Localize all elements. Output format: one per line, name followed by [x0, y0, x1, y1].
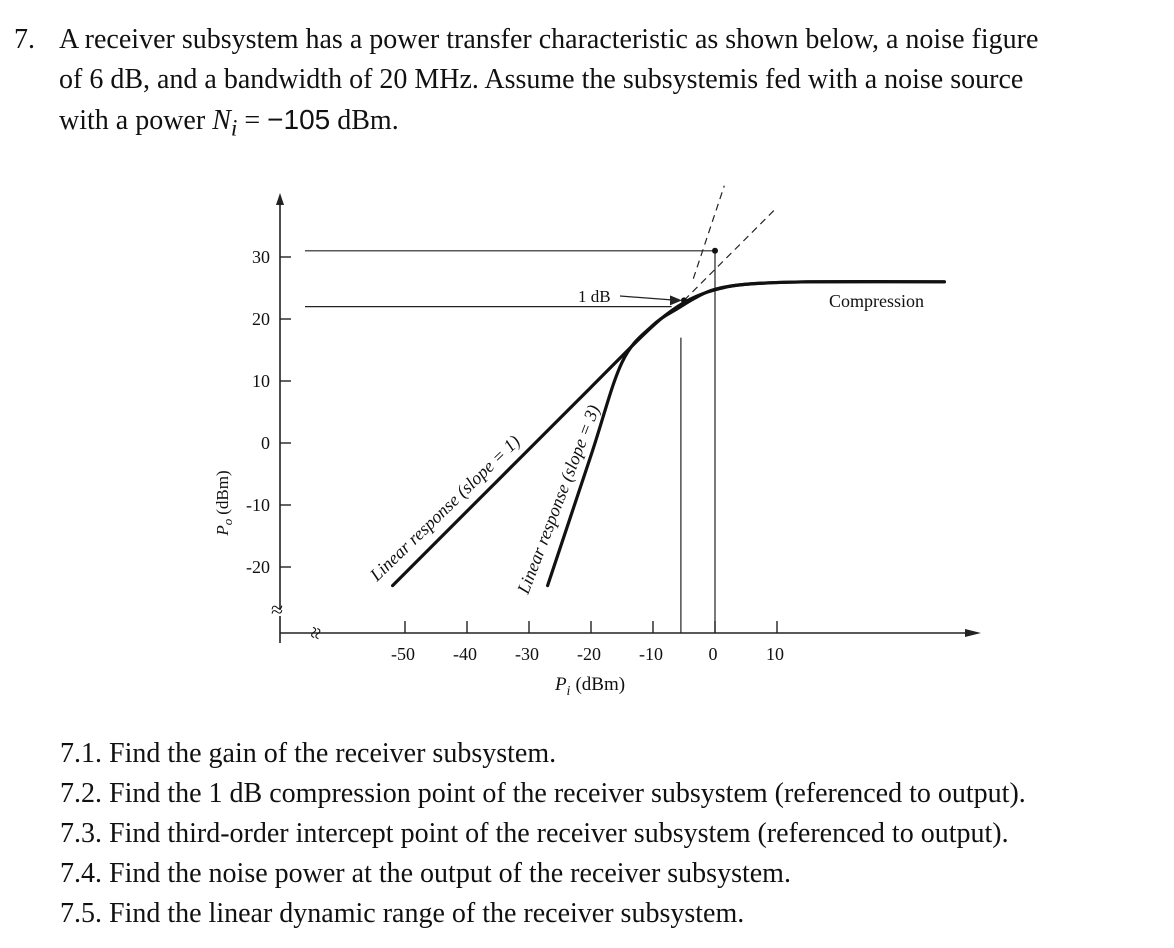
y-tick-label: 10: [252, 371, 270, 391]
linear-response-slope-1-label: Linear response (slope = 1): [365, 431, 524, 585]
x-tick-label: 10: [766, 644, 784, 664]
y-axis-break-mark: ≈: [270, 597, 284, 622]
intercept-markers: [620, 248, 718, 306]
power-transfer-figure: [195, 185, 995, 705]
response-curves: [393, 282, 945, 586]
y-tick-label: 30: [252, 247, 270, 267]
problem-line-1: A receiver subsystem has a power transfer characteristic as shown below, a noise figure: [59, 24, 1039, 55]
y-tick-label: -10: [246, 495, 270, 515]
y-axis-label-unit: (dBm): [213, 470, 232, 515]
x-axis-label-symbol: P: [554, 674, 567, 695]
x-axis-break-mark: ≈: [301, 623, 330, 642]
y-axis-arrowhead: [276, 193, 284, 205]
problem-number: 7.: [14, 24, 35, 55]
one-db-annotation: 1 dB: [578, 287, 611, 306]
noise-power-value: −105: [267, 104, 331, 135]
one-db-arrow-line: [620, 296, 678, 300]
response-curve-slope-3: [548, 282, 945, 586]
x-axis-arrowhead: [965, 629, 981, 637]
problem-body: [59, 20, 1134, 149]
y-axis-label-subscript: o: [220, 518, 235, 526]
x-tick-label: -30: [515, 644, 539, 664]
linear-response-slope-3-label: Linear response (slope = 3): [513, 402, 604, 597]
question-7-2: 7.2. Find the 1 dB compression point of the receiver subsystem (referenced to output).: [60, 778, 1026, 809]
question-7-5: 7.5. Find the linear dynamic range of the receiver subsystem.: [60, 898, 745, 929]
x-axis-label-subscript: i: [566, 684, 571, 699]
x-tick-label: -10: [639, 644, 663, 664]
y-tick-label: -20: [246, 557, 270, 577]
question-list: [60, 734, 1160, 934]
problem-line-2: of 6 dB, and a bandwidth of 20 MHz. Assume the subsystemis fed with a noise source: [59, 64, 1024, 95]
x-tick-label: 0: [708, 644, 718, 664]
intercept-marker: [712, 248, 718, 254]
question-7-4: 7.4. Find the noise power at the output of the receiver subsystem.: [60, 858, 791, 889]
y-axis-label: [213, 470, 235, 536]
x-tick-label: -20: [577, 644, 601, 664]
noise-power-subscript: i: [230, 115, 238, 142]
x-axis-label: [554, 674, 625, 699]
question-7-3: 7.3. Find third-order intercept point of the receiver subsystem (referenced to output).: [60, 818, 1009, 849]
question-7-1: 7.1. Find the gain of the receiver subsystem.: [60, 738, 557, 769]
power-transfer-chart: [195, 185, 995, 705]
y-axis-label-symbol: P: [213, 525, 232, 536]
x-axis-label-unit: (dBm): [575, 674, 626, 695]
response-curve-slope-1: [393, 282, 945, 586]
problem-line-3: [59, 100, 1134, 149]
y-tick-label: 20: [252, 309, 270, 329]
x-tick-label: -40: [453, 644, 477, 664]
noise-power-unit: dBm.: [337, 105, 399, 136]
noise-power-symbol: N: [212, 105, 231, 136]
compression-annotation: Compression: [829, 291, 925, 311]
equals-sign: =: [244, 105, 261, 136]
y-tick-label: 0: [261, 433, 270, 453]
problem-line-3-prefix: with a power: [59, 105, 206, 136]
chart-axes: [246, 193, 981, 664]
x-tick-label: -50: [391, 644, 415, 664]
problem-statement: [14, 20, 1134, 149]
